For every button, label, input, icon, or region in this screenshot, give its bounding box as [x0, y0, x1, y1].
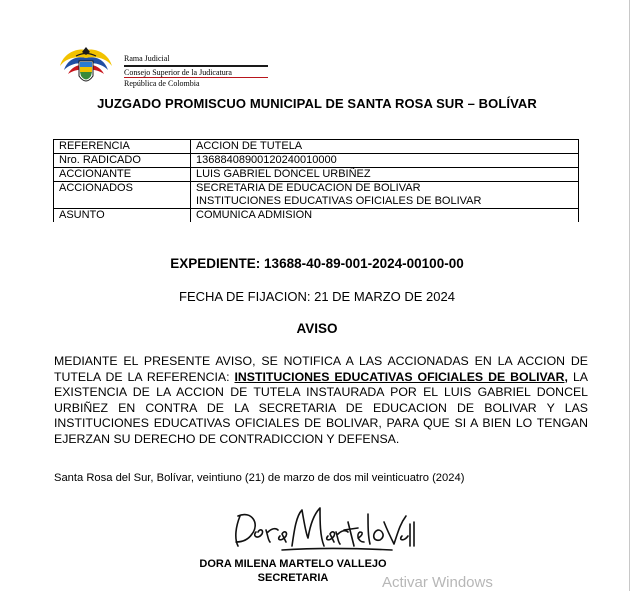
accionante-value: LUIS GABRIEL DONCEL URBIÑEZ: [191, 168, 579, 182]
aviso-body-underlined: INSTITUCIONES EDUCATIVAS OFICIALES DE BOLIVAR,: [234, 369, 568, 384]
signer-block: [0, 557, 586, 585]
institution-rule-red: [124, 77, 268, 78]
aviso-title: AVISO: [296, 321, 338, 336]
table-row: [54, 140, 579, 154]
accionados-value-2: INSTITUCIONES EDUCATIVAS OFICIALES DE BOLIVAR: [196, 195, 482, 207]
table-row: [54, 168, 579, 182]
colombia-coat-of-arms-icon: [56, 44, 116, 92]
handwritten-signature: [222, 502, 418, 560]
reference-table: [53, 139, 579, 222]
fecha-fijacion: FECHA DE FIJACION: 21 DE MARZO DE 2024: [179, 289, 455, 304]
signer-name: DORA MILENA MARTELO VALLEJO: [199, 558, 387, 570]
radicado-value: 13688408900120240010000: [191, 154, 579, 168]
windows-activation-watermark: Activar Windows: [382, 574, 493, 591]
institution-rule: [124, 65, 268, 67]
signer-role: SECRETARIA: [257, 572, 329, 584]
accionante-label: ACCIONANTE: [54, 168, 191, 182]
asunto-value: COMUNICA ADMISION: [191, 209, 579, 223]
expediente-number: EXPEDIENTE: 13688-40-89-001-2024-00100-00: [170, 256, 464, 271]
accionados-label: ACCIONADOS: [54, 182, 191, 209]
aviso-body-part-2: LA EXISTENCIA DE LA ACCION DE TUTELA INSTAURADA POR EL LUIS GABRIEL DONCEL URBIÑEZ EN CONTRA DE LA SECRETARIA DE EDUCACION DE BOLIVAR Y LAS INSTITUCIONES EDUCATIVAS OFICIALES DE BOLIVAR, PARA QUE SI A BIEN LO TENGAN EJERZAN SU DERECHO DE CONTRADICCION Y DEFENSA.: [54, 369, 588, 446]
court-title: JUZGADO PROMISCUO MUNICIPAL DE SANTA ROSA SUR – BOLÍVAR: [97, 96, 537, 111]
asunto-label: ASUNTO: [54, 209, 191, 223]
ref-value: ACCION DE TUTELA: [191, 140, 579, 154]
table-row: [54, 154, 579, 168]
accionados-value: [191, 182, 579, 209]
ref-label: REFERENCIA: [54, 140, 191, 154]
aviso-body: [54, 354, 588, 447]
radicado-label: Nro. RADICADO: [54, 154, 191, 168]
institution-block: [124, 54, 268, 89]
institution-line-2: Consejo Superior de la Judicatura: [124, 67, 232, 77]
table-row: [54, 182, 579, 209]
aviso-body-part-1: MEDIANTE EL PRESENTE AVISO, SE NOTIFICA A LAS ACCIONADAS EN LA ACCION DE TUTELA DE LA REFERENCIA:: [54, 354, 588, 384]
institution-line-3: República de Colombia: [124, 79, 200, 88]
place-date: Santa Rosa del Sur, Bolívar, veintiuno (21) de marzo de dos mil veinticuatro (2024): [54, 472, 465, 484]
accionados-value-1: SECRETARIA DE EDUCACION DE BOLIVAR: [196, 182, 421, 194]
institution-line-1: Rama Judicial: [124, 54, 170, 63]
table-row: [54, 209, 579, 223]
